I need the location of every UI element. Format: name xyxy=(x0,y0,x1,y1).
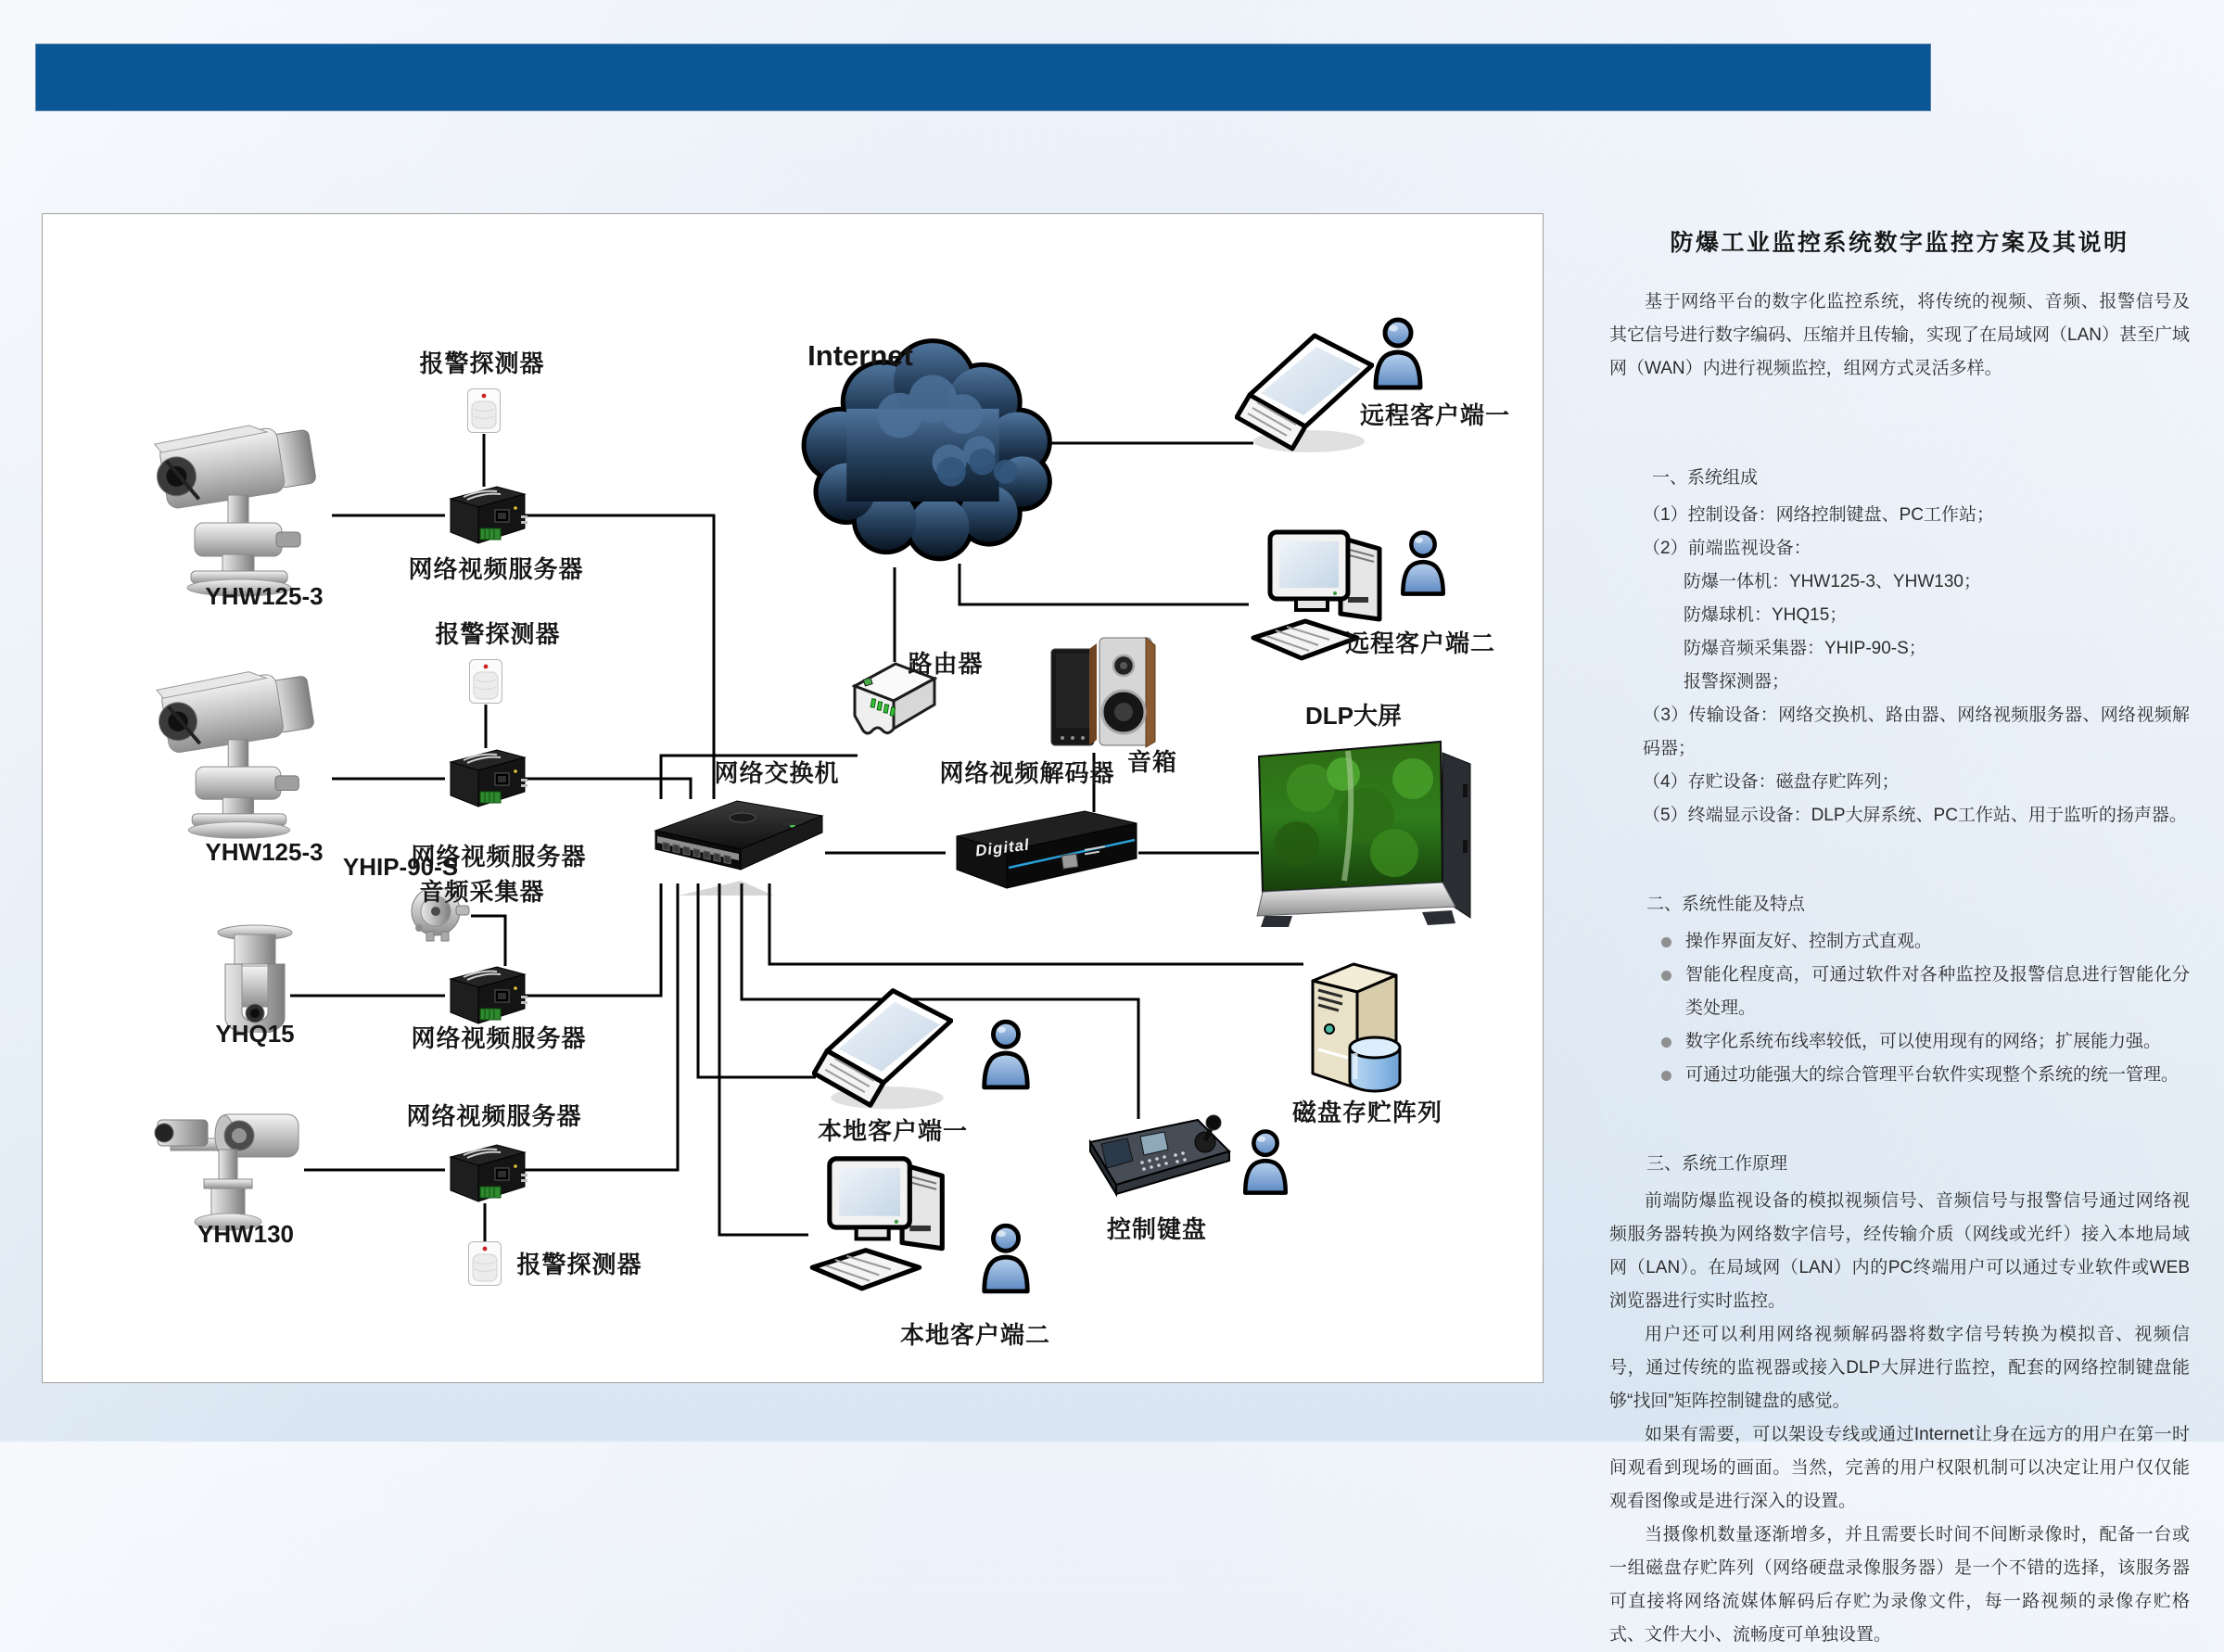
article-title: 防爆工业监控系统数字监控方案及其说明 xyxy=(1670,230,2129,256)
section1-item: 防爆一体机：YHW125-3、YHW130； xyxy=(1684,572,1981,591)
article xyxy=(1609,221,2190,1652)
disk-array xyxy=(1302,957,1405,1096)
section1-item: 报警探测器； xyxy=(1684,672,1790,692)
feature-text: 操作界面友好、控制方式直观。 xyxy=(1685,932,1933,951)
label-camera-2: YHW125-3 xyxy=(205,838,324,866)
bullet-icon xyxy=(1661,971,1671,981)
ball-camera-yhq15 xyxy=(216,923,294,1033)
keyboard-person xyxy=(1239,1118,1292,1207)
video-server-1 xyxy=(443,484,528,549)
ptz-camera-yhw125-2 xyxy=(137,660,337,845)
bullet-icon xyxy=(1661,1037,1671,1048)
label-video-server-4: 网络视频服务器 xyxy=(406,1102,582,1130)
video-decoder xyxy=(944,807,1142,894)
label-local-client-2: 本地客户端二 xyxy=(899,1321,1051,1349)
label-local-client-1: 本地客户端一 xyxy=(817,1117,969,1145)
feature-bullet xyxy=(1661,959,2190,1025)
label-remote-client-1: 远程客户端一 xyxy=(1359,401,1511,429)
bullet-icon xyxy=(1661,1071,1671,1081)
remote-person-2 xyxy=(1396,528,1450,599)
network-switch xyxy=(644,794,830,896)
dlp-screen xyxy=(1255,732,1474,934)
principle-paragraph: 前端防爆监视设备的模拟视频信号、音频信号与报警信号通过网络视频服务器转换为网络数字信号，经传输介质（网线或光纤）接入本地局域网（LAN）。在局域网（LAN）内的PC终端用户可以通过专业软件或WEB浏览器进行实时监控。 xyxy=(1609,1191,2190,1311)
local-person-1 xyxy=(977,1016,1035,1094)
section1-item: （3）传输设备：网络交换机、路由器、网络视频服务器、网络视频解码器； xyxy=(1643,705,2190,758)
control-keyboard xyxy=(1087,1112,1233,1203)
feature-bullet xyxy=(1661,925,2190,959)
principle-paragraph: 如果有需要，可以架设专线或通过Internet让身在远方的用户在第一时间观看到现场的画面。当然，完善的用户权限机制可以决定让用户仅仅能观看图像或是进行深入的设置。 xyxy=(1609,1425,2190,1511)
feature-text: 可通过功能强大的综合管理平台软件实现整个系统的统一管理。 xyxy=(1685,1065,2180,1085)
video-server-2 xyxy=(443,747,528,812)
alarm-detector-3 xyxy=(467,1240,502,1287)
label-camera-1: YHW125-3 xyxy=(205,582,324,610)
label-audio-collector-model: YHIP-90-S xyxy=(342,853,459,881)
label-decoder: 网络视频解码器 xyxy=(939,759,1115,787)
label-alarm-detector-3: 报警探测器 xyxy=(516,1251,642,1278)
feature-text: 智能化程度高，可通过软件对各种监控及报警信息进行智能化分类处理。 xyxy=(1685,965,2190,1018)
local-laptop xyxy=(812,985,953,1119)
alarm-detector-1 xyxy=(466,388,502,434)
label-internet: Internet xyxy=(807,339,913,372)
label-alarm-detector-2: 报警探测器 xyxy=(435,620,561,648)
label-audio-collector: 音频采集器 xyxy=(419,878,545,906)
remote-person-1 xyxy=(1368,315,1428,393)
label-video-server-3: 网络视频服务器 xyxy=(411,1024,587,1052)
label-video-server-1: 网络视频服务器 xyxy=(408,555,584,583)
principle-paragraph: 用户还可以利用网络视频解码器将数字信号转换为模拟音、视频信号，通过传统的监视器或接入DLP大屏进行监控，配套的网络控制键盘能够“找回”矩阵控制键盘的感觉。 xyxy=(1609,1325,2190,1411)
section1-item: （2）前端监视设备： xyxy=(1643,539,1811,558)
section3-title: 三、系统工作原理 xyxy=(1646,1154,1788,1174)
remote-laptop xyxy=(1235,330,1374,462)
label-switch: 网络交换机 xyxy=(714,759,840,787)
feature-text: 数字化系统布线率较低，可以使用现有的网络；扩展能力强。 xyxy=(1685,1032,2162,1051)
section1-item: 防爆音频采集器：YHIP-90-S； xyxy=(1684,639,1926,658)
article-intro: 基于网络平台的数字化监控系统，将传统的视频、音频、报警信号及其它信号进行数字编码、压缩并且传输，实现了在局域网（LAN）甚至广域网（WAN）内进行视频监控，组网方式灵活多样。 xyxy=(1609,292,2190,378)
section1-item: 防爆球机：YHQ15； xyxy=(1684,605,1848,625)
label-alarm-detector-1: 报警探测器 xyxy=(419,349,545,377)
feature-bullet xyxy=(1661,1059,2190,1092)
section1-item: （5）终端显示设备：DLP大屏系统、PC工作站、用于监听的扬声器。 xyxy=(1643,806,2187,825)
section1-item: （4）存贮设备：磁盘存贮阵列； xyxy=(1643,772,1900,792)
header-bar xyxy=(35,44,1931,111)
video-server-4 xyxy=(443,1142,528,1207)
decoder-brand-text: Digital xyxy=(974,835,1031,860)
label-disk-array: 磁盘存贮阵列 xyxy=(1291,1099,1443,1126)
ptz-camera-yhw125-1 xyxy=(137,413,337,604)
label-remote-client-2: 远程客户端二 xyxy=(1344,629,1496,657)
feature-bullet xyxy=(1661,1025,2190,1059)
alarm-detector-2 xyxy=(468,658,503,705)
label-dlp: DLP大屏 xyxy=(1304,702,1403,730)
section1-title: 一、系统组成 xyxy=(1652,468,1759,488)
label-control-keyboard: 控制键盘 xyxy=(1106,1215,1208,1243)
local-desktop xyxy=(803,1150,965,1305)
bullet-icon xyxy=(1661,937,1671,947)
section1-item: （1）控制设备：网络控制键盘、PC工作站； xyxy=(1643,505,1994,525)
label-camera-3: YHQ15 xyxy=(215,1020,295,1048)
label-video-server-2: 网络视频服务器 xyxy=(411,843,587,870)
label-router: 路由器 xyxy=(908,650,984,678)
label-speaker: 音箱 xyxy=(1126,748,1178,776)
principle-paragraph: 当摄像机数量逐渐增多，并且需要长时间不间断录像时，配备一台或一组磁盘存贮阵列（网络硬盘录像服务器）是一个不错的选择，该服务器可直接将网络流媒体解码后存贮为录像文件，每一路视频的录像存贮格式、文件大小、流畅度可单独设置。 xyxy=(1609,1525,2190,1645)
section2-title: 二、系统性能及特点 xyxy=(1646,895,1806,914)
label-camera-4: YHW130 xyxy=(197,1220,295,1248)
local-person-2 xyxy=(977,1220,1035,1298)
ptz-camera-yhw130 xyxy=(150,1096,306,1233)
speakers xyxy=(1046,634,1159,753)
